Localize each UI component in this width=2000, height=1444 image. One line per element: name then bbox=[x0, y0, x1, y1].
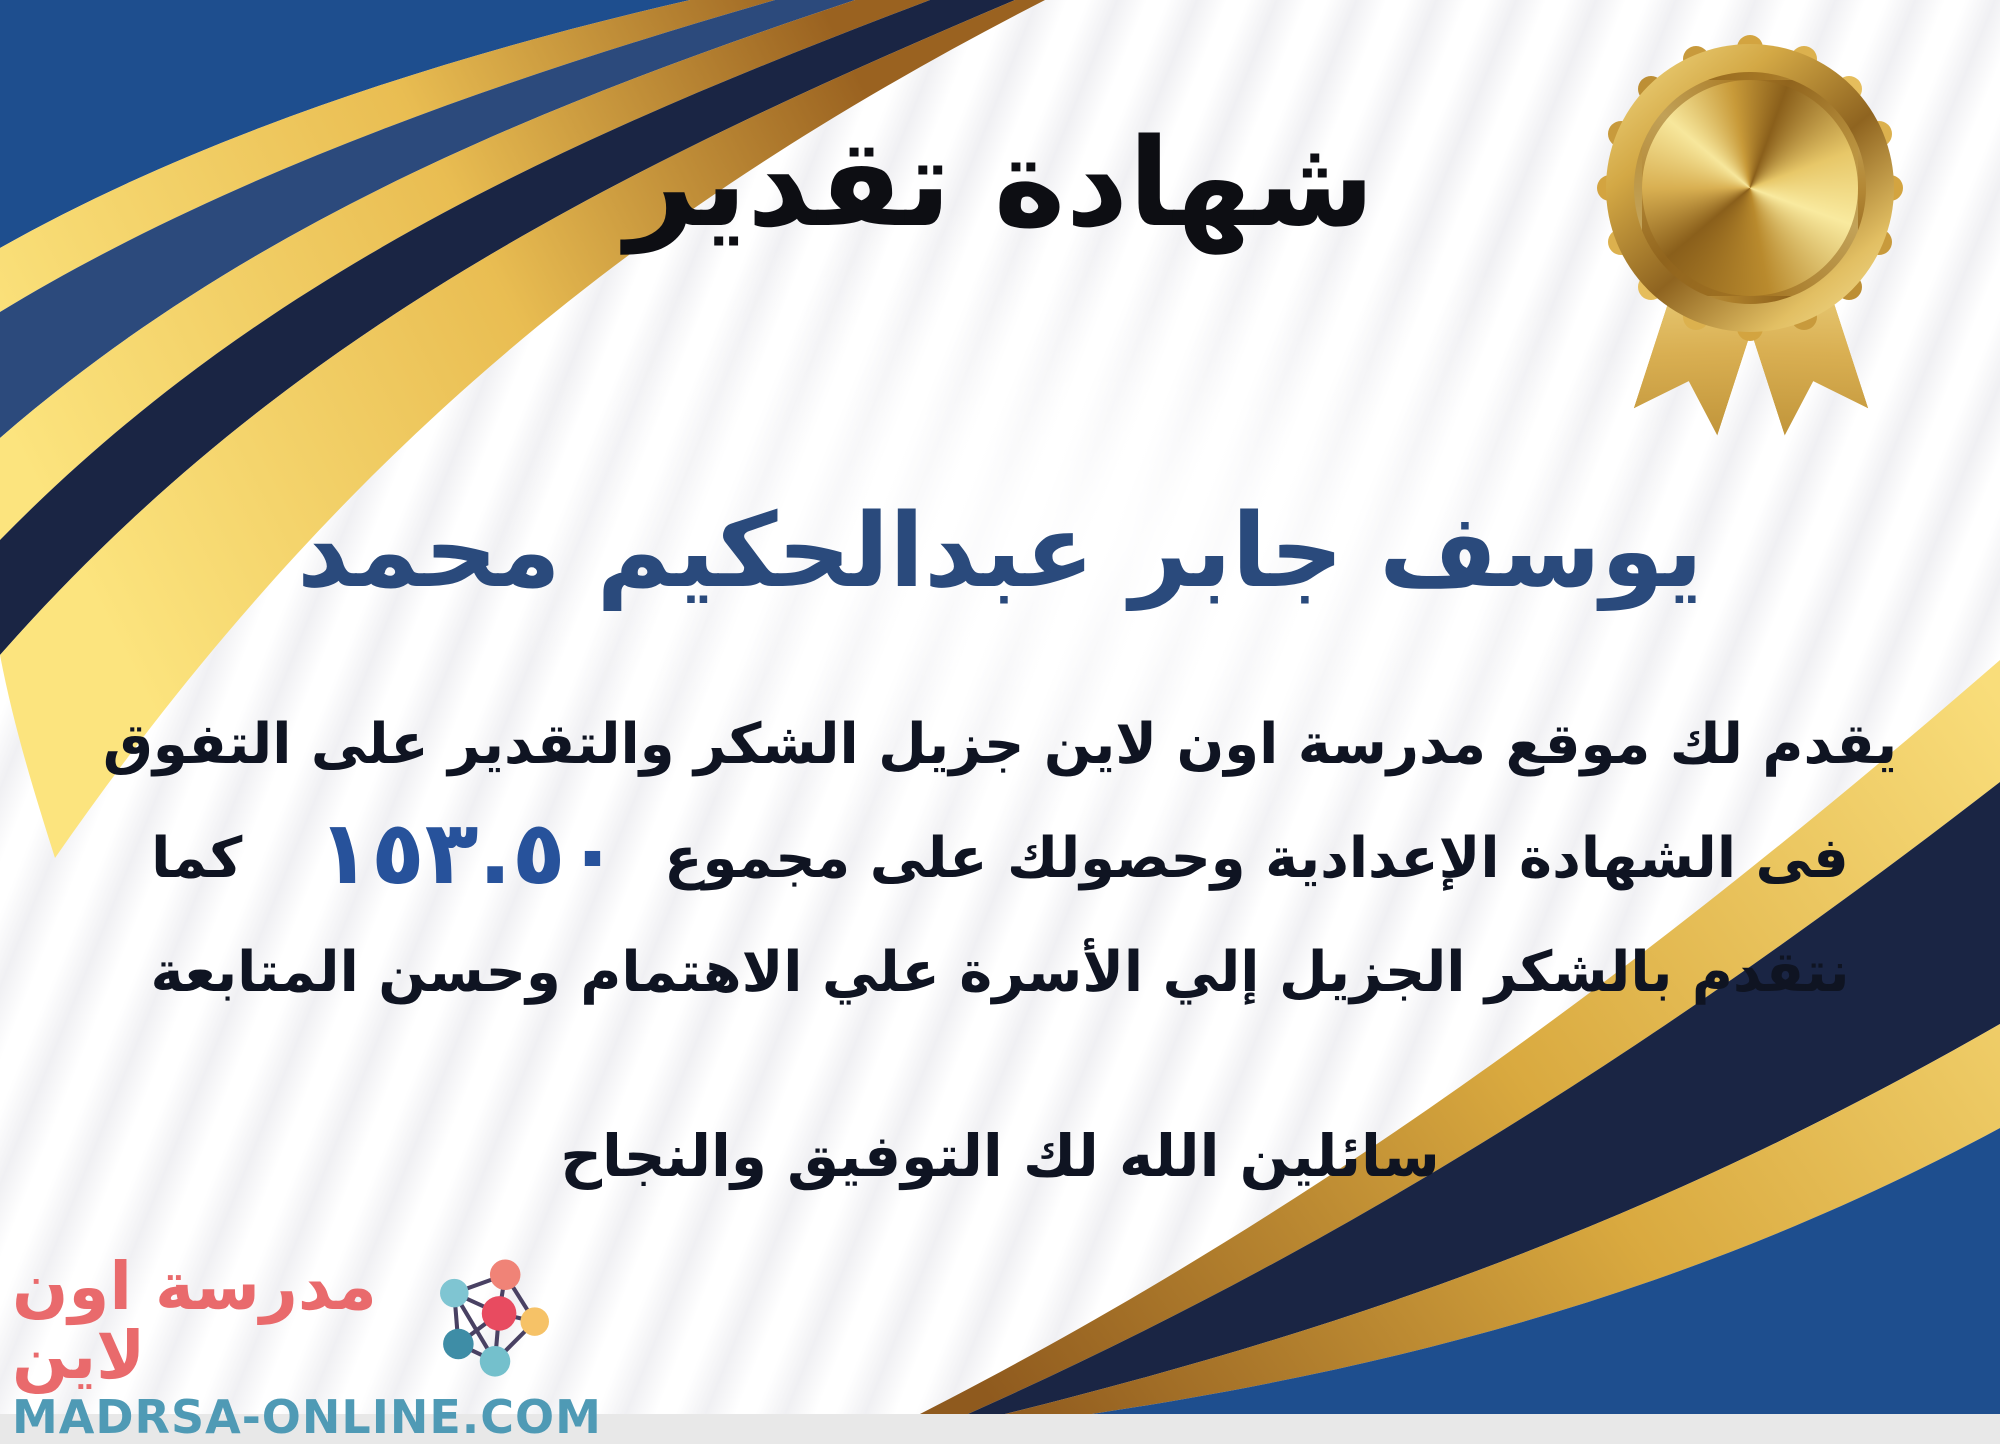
gold-medal-icon bbox=[1595, 36, 1905, 436]
brand-logo bbox=[12, 1248, 602, 1444]
network-graph-icon bbox=[438, 1258, 550, 1376]
certificate-body bbox=[60, 688, 1940, 1030]
certificate-title: شهادة تقدير bbox=[625, 112, 1375, 254]
node-yellow bbox=[520, 1307, 549, 1336]
node-mid-teal bbox=[480, 1346, 511, 1377]
body-line-2-after: كما bbox=[151, 826, 243, 891]
closing-line: سائلين الله لك التوفيق والنجاح bbox=[560, 1122, 1440, 1190]
brand-logo-text bbox=[12, 1248, 602, 1444]
body-line-2-before: فى الشهادة الإعدادية وحصولك على مجموع bbox=[664, 826, 1849, 891]
node-light-teal bbox=[440, 1279, 469, 1308]
student-name: يوسف جابر عبدالحكيم محمد bbox=[296, 492, 1704, 611]
score-value: ١٥٣.٥٠ bbox=[317, 801, 620, 904]
medal-inner-disc bbox=[1634, 72, 1866, 304]
node-coral bbox=[490, 1259, 521, 1290]
node-red bbox=[482, 1296, 517, 1331]
node-dark-teal bbox=[443, 1329, 474, 1360]
body-line-1: يقدم لك موقع مدرسة اون لاين جزيل الشكر والتقدير على التفوق bbox=[102, 712, 1898, 777]
brand-url: MADRSA-ONLINE.COM bbox=[12, 1389, 602, 1444]
body-line-3: نتقدم بالشكر الجزيل إلي الأسرة علي الاهتمام وحسن المتابعة bbox=[150, 940, 1850, 1005]
brand-name-arabic: مدرسة اون لاين bbox=[12, 1248, 377, 1395]
